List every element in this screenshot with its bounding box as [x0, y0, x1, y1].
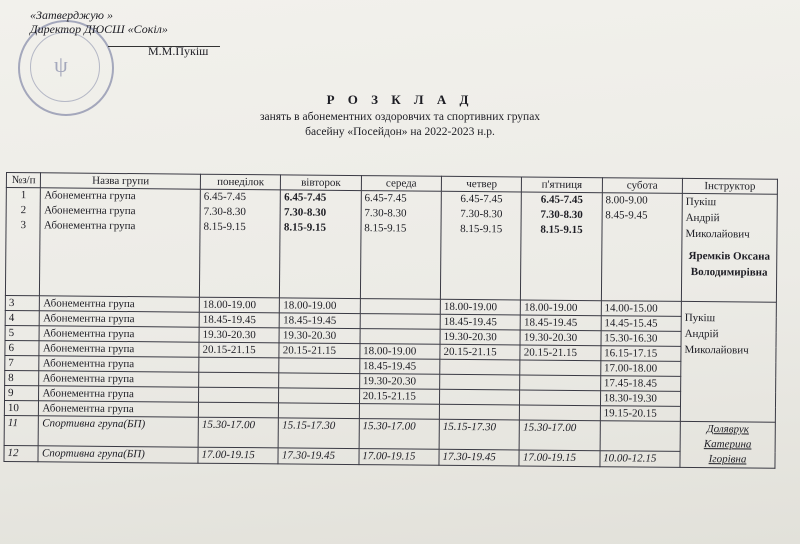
cell-number: 7 — [5, 355, 40, 370]
cell-time: 20.15-21.15 — [199, 342, 279, 358]
cell-group-name: Абонементна група — [39, 341, 199, 357]
cell-time: 15.30-17.00 — [359, 419, 440, 450]
cell-time: 6.45-7.45 — [284, 191, 327, 204]
cell-time — [279, 373, 359, 389]
cell-time: 19.30-20.30 — [440, 329, 520, 345]
cell-time — [279, 388, 359, 404]
cell-time: 15.30-17.00 — [198, 417, 279, 448]
cell-time — [440, 389, 520, 405]
cell-time — [199, 357, 279, 373]
cell-time — [520, 360, 600, 376]
cell-time: 19.30-20.30 — [520, 330, 600, 346]
trident-icon: ψ — [54, 52, 68, 77]
cell-time: 20.15-21.15 — [359, 389, 439, 405]
cell-time: 18.00-19.00 — [360, 344, 440, 360]
cell-number: 6 — [5, 340, 40, 355]
cell-time: 18.30-19.30 — [600, 391, 680, 407]
instructor-name: Пукіш — [684, 311, 716, 325]
cell-time: 15.30-16.30 — [601, 331, 681, 347]
cell-time — [199, 372, 279, 388]
cell-group-name: Абонементна група — [39, 386, 199, 402]
cell-time — [520, 405, 600, 421]
cell-time: 6.45-7.45 — [203, 190, 247, 204]
col-header-monday: понеділок — [200, 174, 280, 190]
cell-number: 2 — [20, 204, 27, 217]
cell-group-name: Абонементна група — [44, 189, 136, 203]
cell-time: 10.00-12.15 — [600, 451, 680, 468]
approval-line: «Затверджую » — [30, 8, 114, 22]
cell-time — [440, 359, 520, 375]
cell-group-name: Абонементна група — [40, 311, 200, 327]
block1-instructors — [681, 193, 777, 302]
col-header-wednesday: середа — [361, 176, 441, 192]
cell-time: 18.00-19.00 — [280, 298, 360, 314]
cell-time: 8.15-9.15 — [460, 222, 503, 236]
cell-time: 8.00-9.00 — [605, 194, 648, 207]
cell-time: 8.15-9.15 — [540, 223, 583, 237]
block1-fri — [521, 192, 602, 301]
instructor-name: Миколайович — [684, 343, 749, 357]
cell-number: 1 — [20, 189, 27, 202]
cell-time: 8.45-9.45 — [605, 209, 648, 222]
instructor-cell-mid — [680, 301, 776, 422]
block1-sat — [601, 193, 682, 302]
cell-group-name: Абонементна група — [39, 371, 199, 387]
col-header-instructor: Інструктор — [682, 178, 777, 194]
cell-time — [279, 403, 359, 419]
cell-time: 18.00-19.00 — [440, 299, 520, 315]
cell-time: 17.00-18.00 — [600, 361, 680, 377]
cell-time: 17.30-19.45 — [439, 449, 519, 466]
cell-time: 17.00-19.15 — [359, 449, 439, 466]
cell-time: 7.30-8.30 — [203, 205, 246, 219]
block1-tue — [280, 190, 361, 299]
cell-time — [360, 299, 440, 315]
cell-group-name: Спортивна група(БП) — [39, 416, 199, 447]
cell-time: 15.15-17.30 — [278, 418, 359, 449]
cell-time: 7.30-8.30 — [460, 207, 503, 221]
instructor-cell-sport — [680, 421, 775, 468]
cell-time: 20.15-21.15 — [440, 344, 520, 360]
cell-time: 18.00-19.00 — [521, 300, 601, 316]
block1-thu — [440, 191, 521, 300]
cell-time: 18.45-19.45 — [280, 313, 360, 329]
instructor-name: Миколайович — [685, 227, 750, 241]
block1-mon — [199, 189, 280, 298]
cell-time: 17.45-18.45 — [600, 376, 680, 392]
col-header-saturday: субота — [602, 178, 682, 194]
col-header-tuesday: вівторок — [281, 175, 361, 191]
cell-time — [359, 404, 439, 420]
cell-time: 15.30-17.00 — [519, 420, 600, 451]
instructor-name: Доляврук — [706, 423, 749, 436]
cell-number: 9 — [5, 385, 40, 400]
cell-time: 8.15-9.15 — [283, 221, 327, 234]
cell-time: 14.00-15.00 — [601, 301, 681, 317]
cell-group-name: Абонементна група — [40, 296, 200, 312]
cell-number: 4 — [5, 310, 40, 325]
cell-time: 6.45-7.45 — [540, 193, 583, 207]
cell-time: 6.45-7.45 — [364, 192, 407, 205]
cell-time: 7.30-8.30 — [540, 208, 583, 222]
cell-time: 8.15-9.15 — [203, 220, 246, 234]
block1-names — [40, 188, 201, 297]
instructor-name: Ігорівна — [708, 453, 747, 466]
cell-time: 15.15-17.30 — [439, 419, 520, 450]
cell-time: 7.30-8.30 — [283, 206, 327, 219]
cell-number: 5 — [5, 325, 40, 340]
cell-time: 18.45-19.45 — [199, 312, 279, 328]
cell-time — [605, 223, 678, 239]
cell-time: 19.15-20.15 — [600, 406, 680, 422]
col-header-group: Назва групи — [41, 173, 201, 189]
cell-number: 3 — [5, 295, 40, 310]
subtitle-line-2: басейну «Посейдон» на 2022-2023 н.р. — [305, 126, 495, 138]
cell-group-name: Абонементна група — [44, 204, 136, 218]
subtitle-line-1: занять в абонементних оздоровчих та спортивних групах — [259, 111, 541, 123]
cell-time — [520, 390, 600, 406]
col-header-thursday: четвер — [441, 176, 521, 192]
cell-time — [360, 329, 440, 345]
cell-time: 18.45-19.45 — [359, 359, 439, 375]
cell-time: 17.00-19.15 — [519, 450, 599, 467]
block1-numbers — [5, 188, 40, 296]
page-title: Р О З К Л А Д — [326, 92, 474, 107]
cell-time — [279, 358, 359, 374]
cell-time — [199, 387, 279, 403]
instructor-name: Володимирівна — [690, 265, 768, 279]
cell-time — [360, 314, 440, 330]
cell-group-name: Абонементна група — [43, 219, 136, 233]
cell-time: 20.15-21.15 — [520, 345, 600, 361]
cell-group-name: Абонементна група — [39, 401, 199, 417]
cell-time: 19.30-20.30 — [279, 328, 359, 344]
cell-time: 17.00-19.15 — [198, 447, 278, 464]
cell-time: 7.30-8.30 — [364, 207, 407, 220]
instructor-name: Катерина — [703, 438, 752, 451]
instructor-name: Андрій — [684, 327, 719, 341]
col-header-number: №з/п — [6, 173, 41, 188]
schedule-table — [3, 172, 778, 469]
cell-group-name: Абонементна група — [39, 356, 199, 372]
cell-time: 6.45-7.45 — [460, 192, 503, 206]
cell-time: 18.45-19.45 — [440, 314, 520, 330]
block1-wed — [360, 191, 441, 300]
cell-time — [440, 374, 520, 390]
cell-time — [520, 375, 600, 391]
cell-number: 10 — [4, 400, 39, 415]
cell-number: 12 — [4, 445, 39, 461]
cell-time: 18.00-19.00 — [199, 297, 279, 313]
signature-name: М.М.Пукіш — [148, 44, 209, 58]
cell-time — [198, 402, 278, 418]
cell-number: 11 — [4, 415, 39, 445]
cell-time: 8.15-9.15 — [364, 222, 407, 235]
cell-group-name: Абонементна група — [39, 326, 199, 342]
cell-time — [439, 404, 519, 420]
cell-time: 20.15-21.15 — [279, 343, 359, 359]
cell-time: 19.30-20.30 — [359, 374, 439, 390]
instructor-name: Андрій — [685, 211, 720, 225]
instructor-name: Пукіш — [685, 195, 717, 209]
cell-time: 16.15-17.15 — [601, 346, 681, 362]
col-header-friday: п'ятниця — [522, 177, 602, 193]
cell-group-name: Спортивна група(БП) — [38, 446, 198, 463]
cell-time: 19.30-20.30 — [199, 327, 279, 343]
cell-number: 3 — [20, 219, 27, 232]
cell-time — [600, 421, 681, 452]
cell-number: 8 — [5, 370, 40, 385]
instructor-name: Яремків Оксана — [688, 249, 771, 263]
cell-time: 17.30-19.45 — [278, 448, 358, 465]
cell-time: 14.45-15.45 — [601, 316, 681, 332]
cell-time: 18.45-19.45 — [521, 315, 601, 331]
table-row-block-1 — [5, 188, 777, 303]
director-line: Директор ДЮСШ «Сокіл» — [30, 22, 168, 36]
